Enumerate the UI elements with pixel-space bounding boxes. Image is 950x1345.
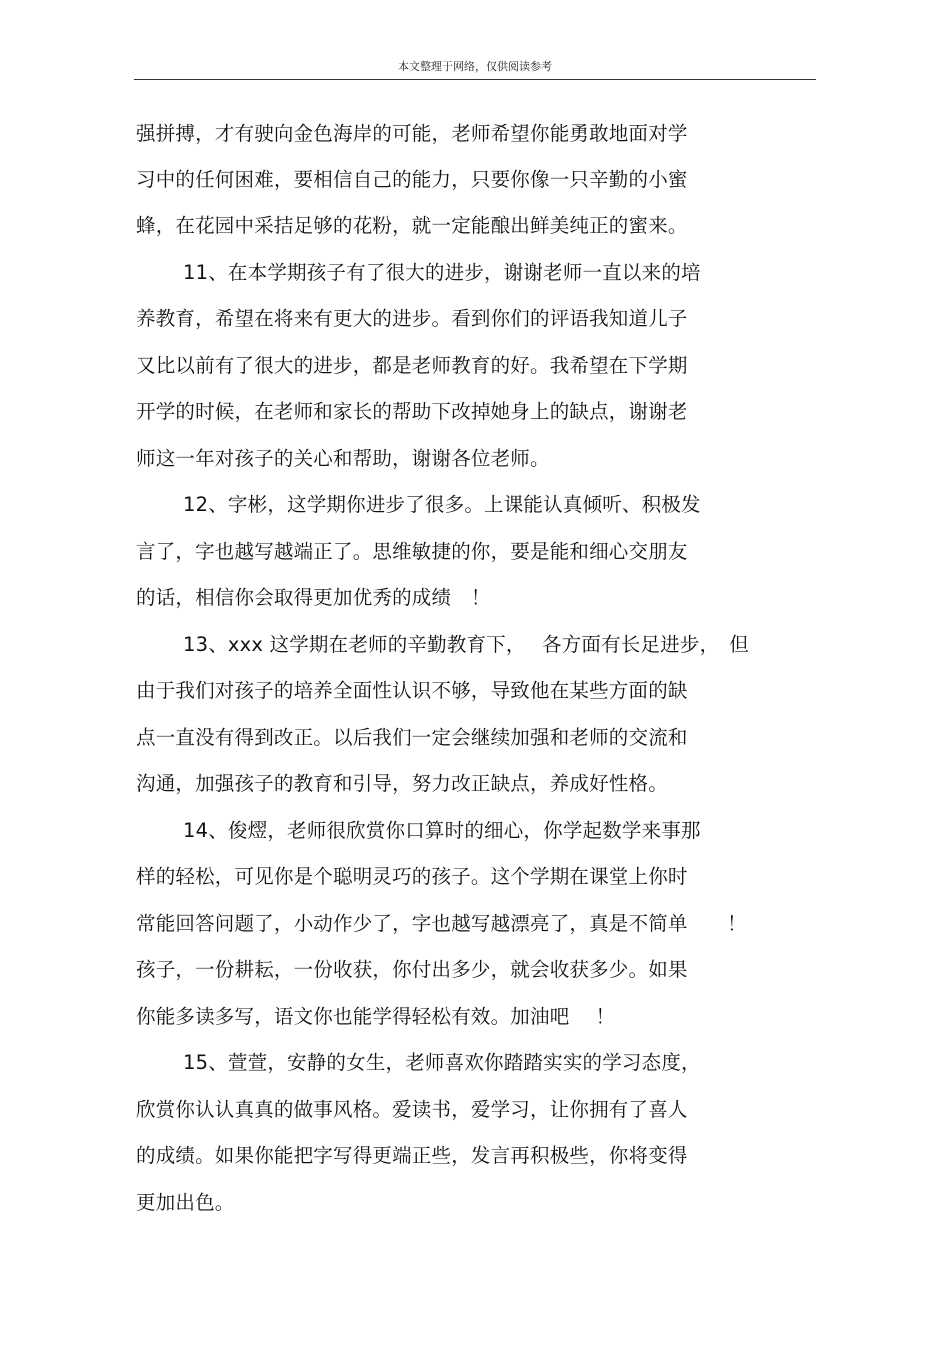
text-line: 强拼搏，才有驶向金色海岸的可能，老师希望你能勇敢地面对学	[136, 122, 688, 145]
paragraph-start-11: 11、在本学期孩子有了很大的进步，谢谢老师一直以来的培	[183, 261, 701, 284]
text-line: 样的轻松，可见你是个聪明灵巧的孩子。这个学期在课堂上你时	[136, 865, 688, 888]
text-line: 由于我们对孩子的培养全面性认识不够，导致他在某些方面的缺	[136, 679, 688, 702]
text-line: 蜂，在花园中采拮足够的花粉，就一定能酿出鲜美纯正的蜜来。	[136, 214, 688, 237]
text-line: 沟通，加强孩子的教育和引导，努力改正缺点，养成好性格。	[136, 772, 668, 795]
text-line: 言了，字也越写越端正了。思维敏捷的你，要是能和细心交朋友	[136, 540, 688, 563]
text-line: 常能回答问题了，小动作少了，字也越写越漂亮了，真是不简单 ！	[136, 912, 747, 935]
text-line: 养教育，希望在将来有更大的进步。看到你们的评语我知道儿子	[136, 307, 688, 330]
page-header: 本文整理于网络，仅供阅读参考	[398, 60, 552, 73]
text-line: 更加出色。	[136, 1191, 235, 1214]
text-line: 开学的时候，在老师和家长的帮助下改掉她身上的缺点，谢谢老	[136, 400, 688, 423]
text-line: 又比以前有了很大的进步，都是老师教育的好。我希望在下学期	[136, 354, 688, 377]
text-line: 习中的任何困难，要相信自己的能力，只要你像一只辛勤的小蜜	[136, 168, 688, 191]
paragraph-start-14: 14、俊熤，老师很欣赏你口算时的细心，你学起数学来事那	[183, 819, 701, 842]
text-line: 你能多读多写，语文你也能学得轻松有效。加油吧 ！	[136, 1005, 616, 1028]
text-line: 点一直没有得到改正。以后我们一定会继续加强和老师的交流和	[136, 726, 688, 749]
text-line: 的话，相信你会取得更加优秀的成绩 ！	[136, 586, 491, 609]
paragraph-start-13: 13、xxx 这学期在老师的辛勤教育下， 各方面有长足进步， 但	[183, 633, 749, 656]
paragraph-start-12: 12、字彬，这学期你进步了很多。上课能认真倾听、积极发	[183, 493, 701, 516]
text-line: 的成绩。如果你能把字写得更端正些，发言再积极些，你将变得	[136, 1144, 688, 1167]
text-line: 欣赏你认认真真的做事风格。爱读书，爱学习，让你拥有了喜人	[136, 1098, 688, 1121]
text-line: 孩子，一份耕耘，一份收获，你付出多少，就会收获多少。如果	[136, 958, 688, 981]
text-line: 师这一年对孩子的关心和帮助，谢谢各位老师。	[136, 447, 550, 470]
paragraph-start-15: 15、萱萱，安静的女生，老师喜欢你踏踏实实的学习态度，	[183, 1051, 701, 1074]
